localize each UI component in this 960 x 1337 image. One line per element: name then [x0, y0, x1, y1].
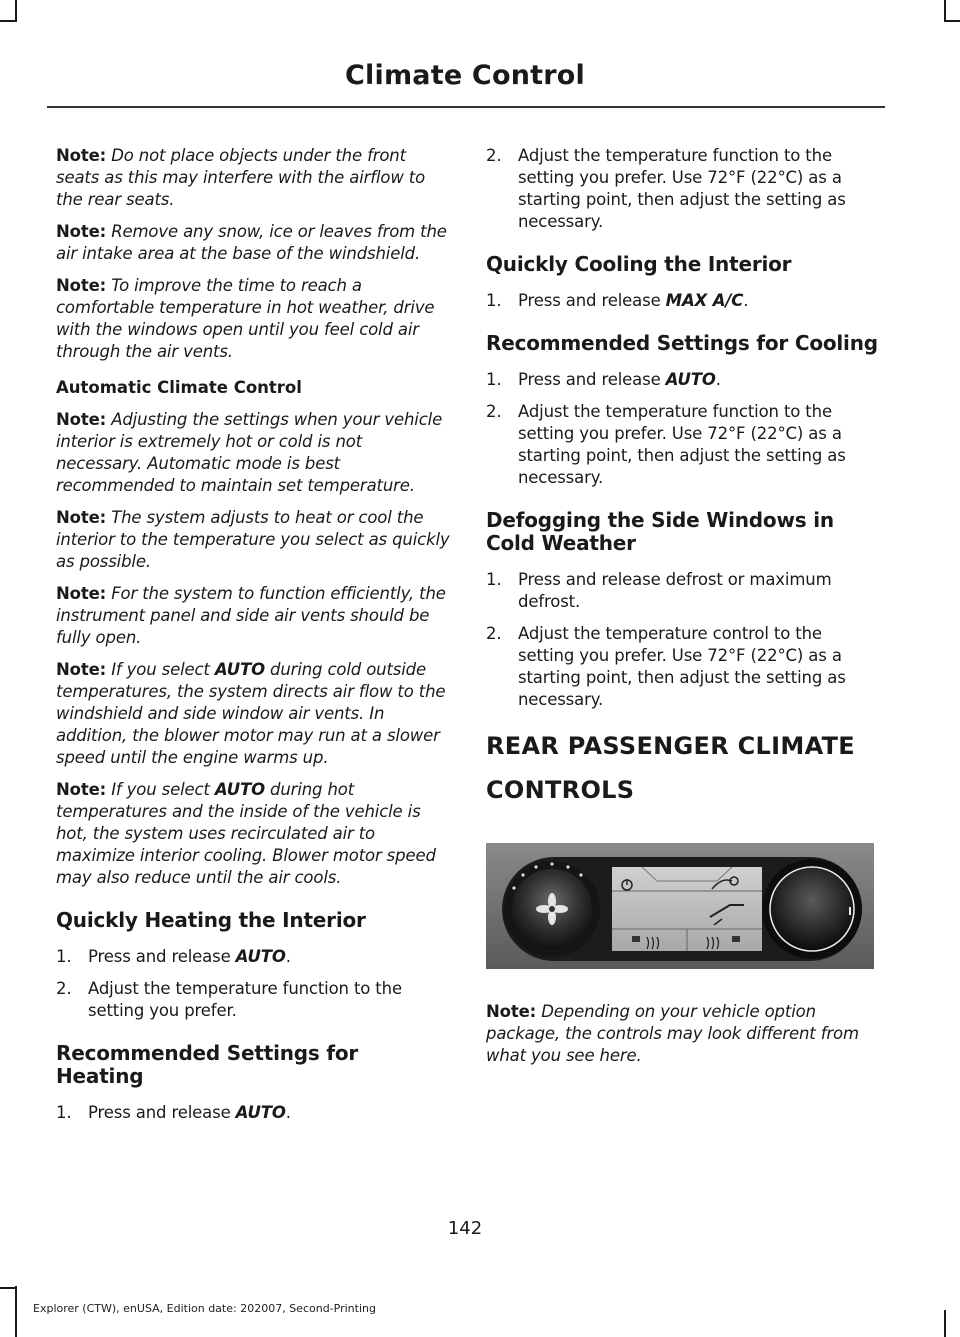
heading-defogging: Defogging the Side Windows in Cold Weather [486, 508, 834, 555]
rear-climate-panel-image [482, 841, 878, 971]
crop-mark [944, 20, 960, 22]
list-item: 2. Adjust the temperature control to the setting you prefer. Use 72°F (22°C) as a starting point, then adjust the setting as necessary. [486, 624, 846, 709]
note-hot-weather: Note: To improve the time to reach a comfortable temperature in hot weather, drive with the windows open until you feel cold air through the air vents. [56, 276, 435, 361]
heading-quickly-heating: Quickly Heating the Interior [56, 908, 366, 932]
crop-mark [944, 0, 946, 22]
header-divider [47, 106, 885, 108]
heading-automatic-climate-control: Automatic Climate Control [56, 378, 302, 397]
list-item: 2. Adjust the temperature function to the setting you prefer. Use 72°F (22°C) as a starting point, then adjust the setting as necessary. [486, 402, 846, 487]
list-item: 2. Adjust the temperature function to the setting you prefer. [56, 979, 402, 1020]
list-item: 1. Press and release defrost or maximum defrost. [486, 570, 832, 611]
note-controls-may-differ: Note: Depending on your vehicle option package, the controls may look different from what you see here. [486, 1002, 859, 1065]
list-item: 1. Press and release AUTO. [56, 1103, 291, 1122]
list-item: 1. Press and release MAX A/C. [486, 291, 749, 310]
right-column [486, 145, 880, 1077]
note-front-seats: Note: Do not place objects under the front seats as this may interfere with the airflow to the rear seats. [56, 146, 426, 209]
page-title: Climate Control [345, 60, 585, 91]
heading-recommended-heating: Recommended Settings for Heating [56, 1041, 359, 1088]
section-heading-rear-climate: REAR PASSENGER CLIMATE [486, 732, 855, 760]
note-system-adjusts: Note: The system adjusts to heat or cool the interior to the temperature you select as quickly as possible. [56, 508, 450, 571]
heading-recommended-cooling: Recommended Settings for Cooling [486, 331, 878, 355]
left-column [56, 145, 450, 1134]
heading-quickly-cooling: Quickly Cooling the Interior [486, 252, 792, 276]
crop-mark [15, 0, 17, 22]
list-item: 1. Press and release AUTO. [56, 947, 291, 966]
note-auto-cold: Note: If you select AUTO during cold outside temperatures, the system directs air flow to the windshield and side window air vents. In addition, the blower motor may run at a slower speed until the engine warms up. [56, 660, 446, 767]
section-heading-controls: CONTROLS [486, 776, 635, 804]
crop-mark [0, 20, 16, 22]
note-air-intake: Note: Remove any snow, ice or leaves from the air intake area at the base of the windshield. [56, 222, 447, 263]
crop-mark [0, 1287, 16, 1289]
list-item: 1. Press and release AUTO. [486, 370, 721, 389]
note-function-efficiently: Note: For the system to function efficiently, the instrument panel and side air vents should be fully open. [56, 584, 446, 647]
page-number: 142 [447, 1218, 483, 1239]
note-adjusting-settings: Note: Adjusting the settings when your vehicle interior is extremely hot or cold is not necessary. Automatic mode is best recommended to maintain set temperature. [56, 410, 443, 495]
note-auto-hot: Note: If you select AUTO during hot temperatures and the inside of the vehicle is hot, the system uses recirculated air to maximize interior cooling. Blower motor speed may also reduce until the air cools. [56, 780, 436, 887]
footer-edition: Explorer (CTW), enUSA, Edition date: 202007, Second-Printing [33, 1302, 376, 1315]
list-item: 2. Adjust the temperature function to the setting you prefer. Use 72°F (22°C) as a starting point, then adjust the setting as necessary. [486, 146, 846, 231]
crop-mark [944, 1310, 946, 1337]
crop-mark [15, 1286, 17, 1337]
